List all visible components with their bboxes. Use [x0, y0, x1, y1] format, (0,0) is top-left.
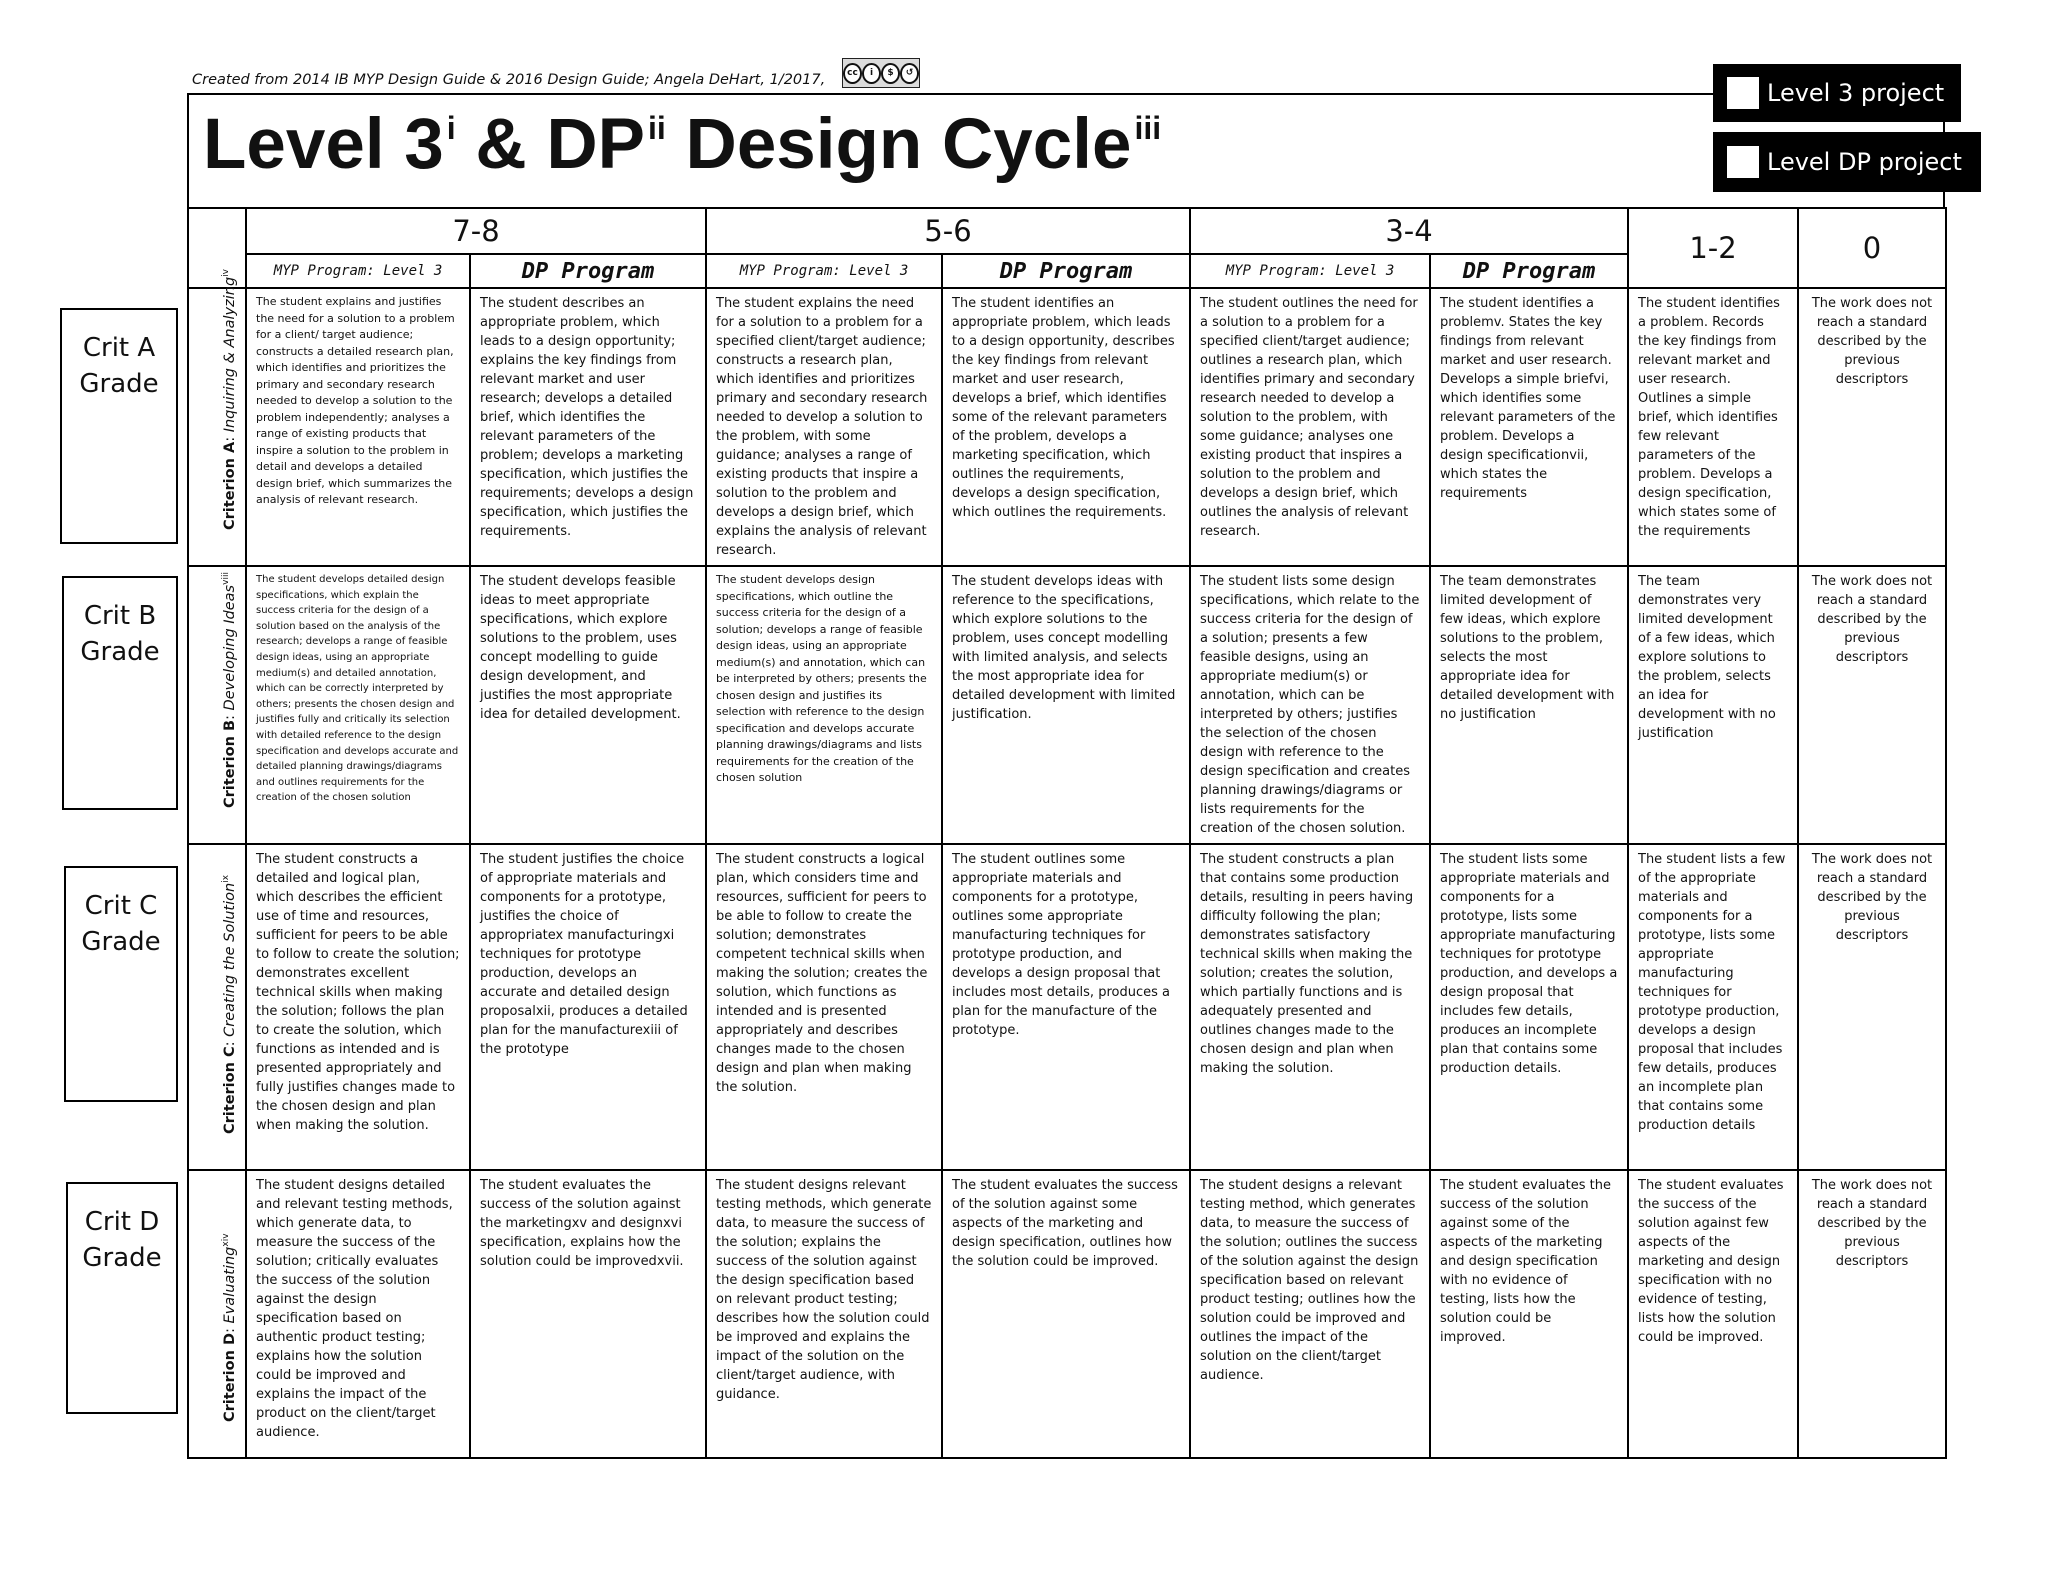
- crit-a-5-6-myp: The student explains the need for a solution to a problem for a specified client/target audience; constructs a research plan, which identifies and prioritizes primary and secondary research needed to develop a solution to the problem, with some guidance; analyses a range of existing products that inspire a solution to the problem and develops a design brief, which explains the analysis of relevant research.: [706, 288, 942, 566]
- dp-subheader: DP Program: [470, 254, 706, 288]
- crit-c-5-6-dp: The student outlines some appropriate materials and components for a prototype, outlines some appropriate manufacturing techniques for prototype production, and develops a design proposal that includes most details, produces a plan for the manufacture of the prototype.: [942, 844, 1190, 1170]
- crit-a-grade-box[interactable]: Crit A Grade: [60, 308, 178, 544]
- nc-icon: $: [881, 63, 900, 84]
- criterion-a-label: Criterion A: Inquiring & Analyzing$^{iv}$: [188, 288, 246, 566]
- band-7-8-header: 7-8: [246, 208, 706, 254]
- crit-a-1-2: The student identifies a problem. Records the key findings from relevant market and user research. Outlines a simple brief, which identifies few relevant parameters of the problem. Develops a design specification, which states some of the requirements: [1628, 288, 1798, 566]
- header-left-rule: [187, 93, 189, 207]
- criterion-d-row: [188, 1170, 1946, 1458]
- criterion-b-row: [188, 566, 1946, 844]
- crit-a-0: The work does not reach a standard described by the previous descriptors: [1798, 288, 1946, 566]
- crit-c-5-6-myp: The student constructs a logical plan, which considers time and resources, sufficient for peers to be able to follow to create the solution; demonstrates competent technical skills when making the solution; creates the solution, which functions as intended and is presented appropriately and describes changes made to the chosen design and plan when making the solution.: [706, 844, 942, 1170]
- band-5-6-header: 5-6: [706, 208, 1190, 254]
- dp-project-checkbox[interactable]: [1727, 146, 1759, 178]
- level3-project-option[interactable]: [1713, 64, 1961, 122]
- dp-project-label: Level DP project: [1767, 148, 1962, 176]
- crit-b-3-4-dp: The team demonstrates limited development of few ideas, which explore solutions to the problem, selects the most appropriate idea for detailed development with no justification: [1430, 566, 1628, 844]
- page-title: Level 3$^i$ & DP$^{ii}$ Design Cycle$^{iii}$: [203, 105, 1162, 184]
- crit-b-1-2: The team demonstrates very limited development of a few ideas, which explore solutions to the problem, selects an idea for development with no justification: [1628, 566, 1798, 844]
- crit-b-grade-box[interactable]: Crit B Grade: [62, 576, 178, 810]
- criterion-a-row: [188, 288, 1946, 566]
- crit-a-5-6-dp: The student identifies an appropriate problem, which leads to a design opportunity, describes the key findings from relevant market and user research, develops a brief, which identifies some of the relevant parameters of the problem, develops a marketing specification, which outlines the requirements, develops a design specification, which outlines the requirements.: [942, 288, 1190, 566]
- cc-icon: cc: [843, 63, 862, 84]
- criterion-c-row: [188, 844, 1946, 1170]
- criterion-d-label: Criterion D: Evaluating$^{xiv}$: [188, 1170, 246, 1458]
- crit-d-grade-box[interactable]: Crit D Grade: [66, 1182, 178, 1414]
- crit-d-3-4-myp: The student designs a relevant testing method, which generates data, to measure the success of the solution; outlines the success of the solution against the design specification based on relevant product testing; outlines how the solution could be improved and outlines the impact of the solution on the client/target audience.: [1190, 1170, 1430, 1458]
- crit-d-3-4-dp: The student evaluates the success of the solution against some of the aspects of the marketing and design specification with no evidence of testing, lists how the solution could be improved.: [1430, 1170, 1628, 1458]
- crit-d-0: The work does not reach a standard described by the previous descriptors: [1798, 1170, 1946, 1458]
- dp-subheader: DP Program: [1430, 254, 1628, 288]
- myp-subheader: MYP Program: Level 3: [1190, 254, 1430, 288]
- header-top-rule: [187, 93, 1947, 95]
- myp-subheader: MYP Program: Level 3: [246, 254, 470, 288]
- crit-c-3-4-dp: The student lists some appropriate materials and components for a prototype, lists some appropriate manufacturing techniques for prototype production, and develops a design proposal that includes few details, produces an incomplete plan that contains some production details.: [1430, 844, 1628, 1170]
- sa-icon: ↺: [900, 63, 919, 84]
- crit-a-3-4-dp: The student identifies a problemv. States the key findings from relevant market and user research. Develops a simple briefvi, which identifies some relevant parameters of the problem. Develops a design specificationvii, which states the requirements: [1430, 288, 1628, 566]
- criterion-b-label: Criterion B: Developing Ideas$^{viii}$: [188, 566, 246, 844]
- band-0-header: 0: [1798, 208, 1946, 288]
- crit-c-0: The work does not reach a standard described by the previous descriptors: [1798, 844, 1946, 1170]
- crit-c-3-4-myp: The student constructs a plan that contains some production details, resulting in peers having difficulty following the plan; demonstrates satisfactory technical skills when making the solution; creates the solution, which partially functions and is adequately presented and outlines changes made to the chosen design and plan when making the solution.: [1190, 844, 1430, 1170]
- crit-d-7-8-dp: The student evaluates the success of the solution against the marketingxv and designxvi specification, explains how the solution could be improvedxvii.: [470, 1170, 706, 1458]
- criterion-c-label: Criterion C: Creating the Solution$^{ix}$: [188, 844, 246, 1170]
- band-3-4-header: 3-4: [1190, 208, 1628, 254]
- level3-project-label: Level 3 project: [1767, 79, 1945, 107]
- crit-d-5-6-myp: The student designs relevant testing methods, which generate data, to measure the success of the solution; explains the success of the solution against the design specification based on relevant product testing; describes how the solution could be improved and explains the impact of the solution on the client/target audience, with guidance.: [706, 1170, 942, 1458]
- crit-b-7-8-myp: The student develops detailed design specifications, which explain the success criteria for the design of a solution based on the analysis of the research; develops a range of feasible design ideas, using an appropriate medium(s) and detailed annotation, which can be correctly interpreted by others; presents the chosen design and justifies fully and critically its selection with detailed reference to the design specification and develops accurate and detailed planning drawings/diagrams and outlines requirements for the creation of the chosen solution: [246, 566, 470, 844]
- dp-project-option[interactable]: [1713, 132, 1981, 192]
- crit-c-1-2: The student lists a few of the appropriate materials and components for a prototype, lists some appropriate manufacturing techniques for prototype production, develops a design proposal that includes few details, produces an incomplete plan that contains some production details: [1628, 844, 1798, 1170]
- crit-b-3-4-myp: The student lists some design specifications, which relate to the success criteria for the design of a solution; presents a few feasible designs, using an appropriate medium(s) or annotation, which can be interpreted by others; justifies the selection of the chosen design with reference to the design specification and creates planning drawings/diagrams or lists requirements for the creation of the chosen solution.: [1190, 566, 1430, 844]
- creative-commons-badge: [842, 58, 920, 88]
- crit-d-5-6-dp: The student evaluates the success of the solution against some aspects of the marketing and design specification, outlines how the solution could be improved.: [942, 1170, 1190, 1458]
- crit-a-7-8-dp: The student describes an appropriate problem, which leads to a design opportunity; explains the key findings from relevant market and user research; develops a detailed brief, which identifies the relevant parameters of the problem; develops a marketing specification, which justifies the requirements; develops a design specification, which justifies the requirements.: [470, 288, 706, 566]
- crit-b-7-8-dp: The student develops feasible ideas to meet appropriate specifications, which explore solutions to the problem, uses concept modelling to guide design development, and justifies the most appropriate idea for detailed development.: [470, 566, 706, 844]
- crit-c-grade-box[interactable]: Crit C Grade: [64, 866, 178, 1102]
- crit-a-3-4-myp: The student outlines the need for a solution to a problem for a specified client/target audience; outlines a research plan, which identifies primary and secondary research needed to develop a solution to the problem, with some guidance; analyses one existing product that inspires a solution to the problem and develops a design brief, which outlines the analysis of relevant research.: [1190, 288, 1430, 566]
- crit-c-7-8-dp: The student justifies the choice of appropriate materials and components for a prototype, justifies the choice of appropriatex manufacturingxi techniques for prototype production, develops an accurate and detailed design proposalxii, produces a detailed plan for the manufacturexiii of the prototype: [470, 844, 706, 1170]
- myp-subheader: MYP Program: Level 3: [706, 254, 942, 288]
- band-1-2-header: 1-2: [1628, 208, 1798, 288]
- crit-c-7-8-myp: The student constructs a detailed and logical plan, which describes the efficient use of time and resources, sufficient for peers to be able to follow to create the solution; demonstrates excellent technical skills when making the solution; follows the plan to create the solution, which functions as intended and is presented appropriately and fully justifies changes made to the chosen design and plan when making the solution.: [246, 844, 470, 1170]
- dp-subheader: DP Program: [942, 254, 1190, 288]
- level3-project-checkbox[interactable]: [1727, 77, 1759, 109]
- by-icon: i: [862, 63, 881, 84]
- crit-b-0: The work does not reach a standard described by the previous descriptors: [1798, 566, 1946, 844]
- crit-a-7-8-myp: The student explains and justifies the need for a solution to a problem for a client/ target audience; constructs a detailed research plan, which identifies and prioritizes the primary and secondary research needed to develop a solution to the problem independently; analyses a range of existing products that inspire a solution to the problem in detail and develops a detailed design brief, which summarizes the analysis of relevant research.: [246, 288, 470, 566]
- credit-line: Created from 2014 IB MYP Design Guide & 2016 Design Guide; Angela DeHart, 1/2017,: [192, 72, 826, 88]
- crit-b-5-6-dp: The student develops ideas with reference to the specifications, which explore solutions to the problem, uses concept modelling with limited analysis, and selects the most appropriate idea for detailed development with limited justification.: [942, 566, 1190, 844]
- crit-d-7-8-myp: The student designs detailed and relevant testing methods, which generate data, to measure the success of the solution; critically evaluates the success of the solution against the design specification based on authentic product testing; explains how the solution could be improved and explains the impact of the product on the client/target audience.: [246, 1170, 470, 1458]
- crit-d-1-2: The student evaluates the success of the solution against few aspects of the marketing and design specification with no evidence of testing, lists how the solution could be improved.: [1628, 1170, 1798, 1458]
- rubric-table: [187, 207, 1947, 1459]
- crit-b-5-6-myp: The student develops design specifications, which outline the success criteria for the design of a solution; develops a range of feasible design ideas, using an appropriate medium(s) and annotation, which can be interpreted by others; presents the chosen design and justifies its selection with reference to the design specification and develops accurate planning drawings/diagrams and lists requirements for the creation of the chosen solution: [706, 566, 942, 844]
